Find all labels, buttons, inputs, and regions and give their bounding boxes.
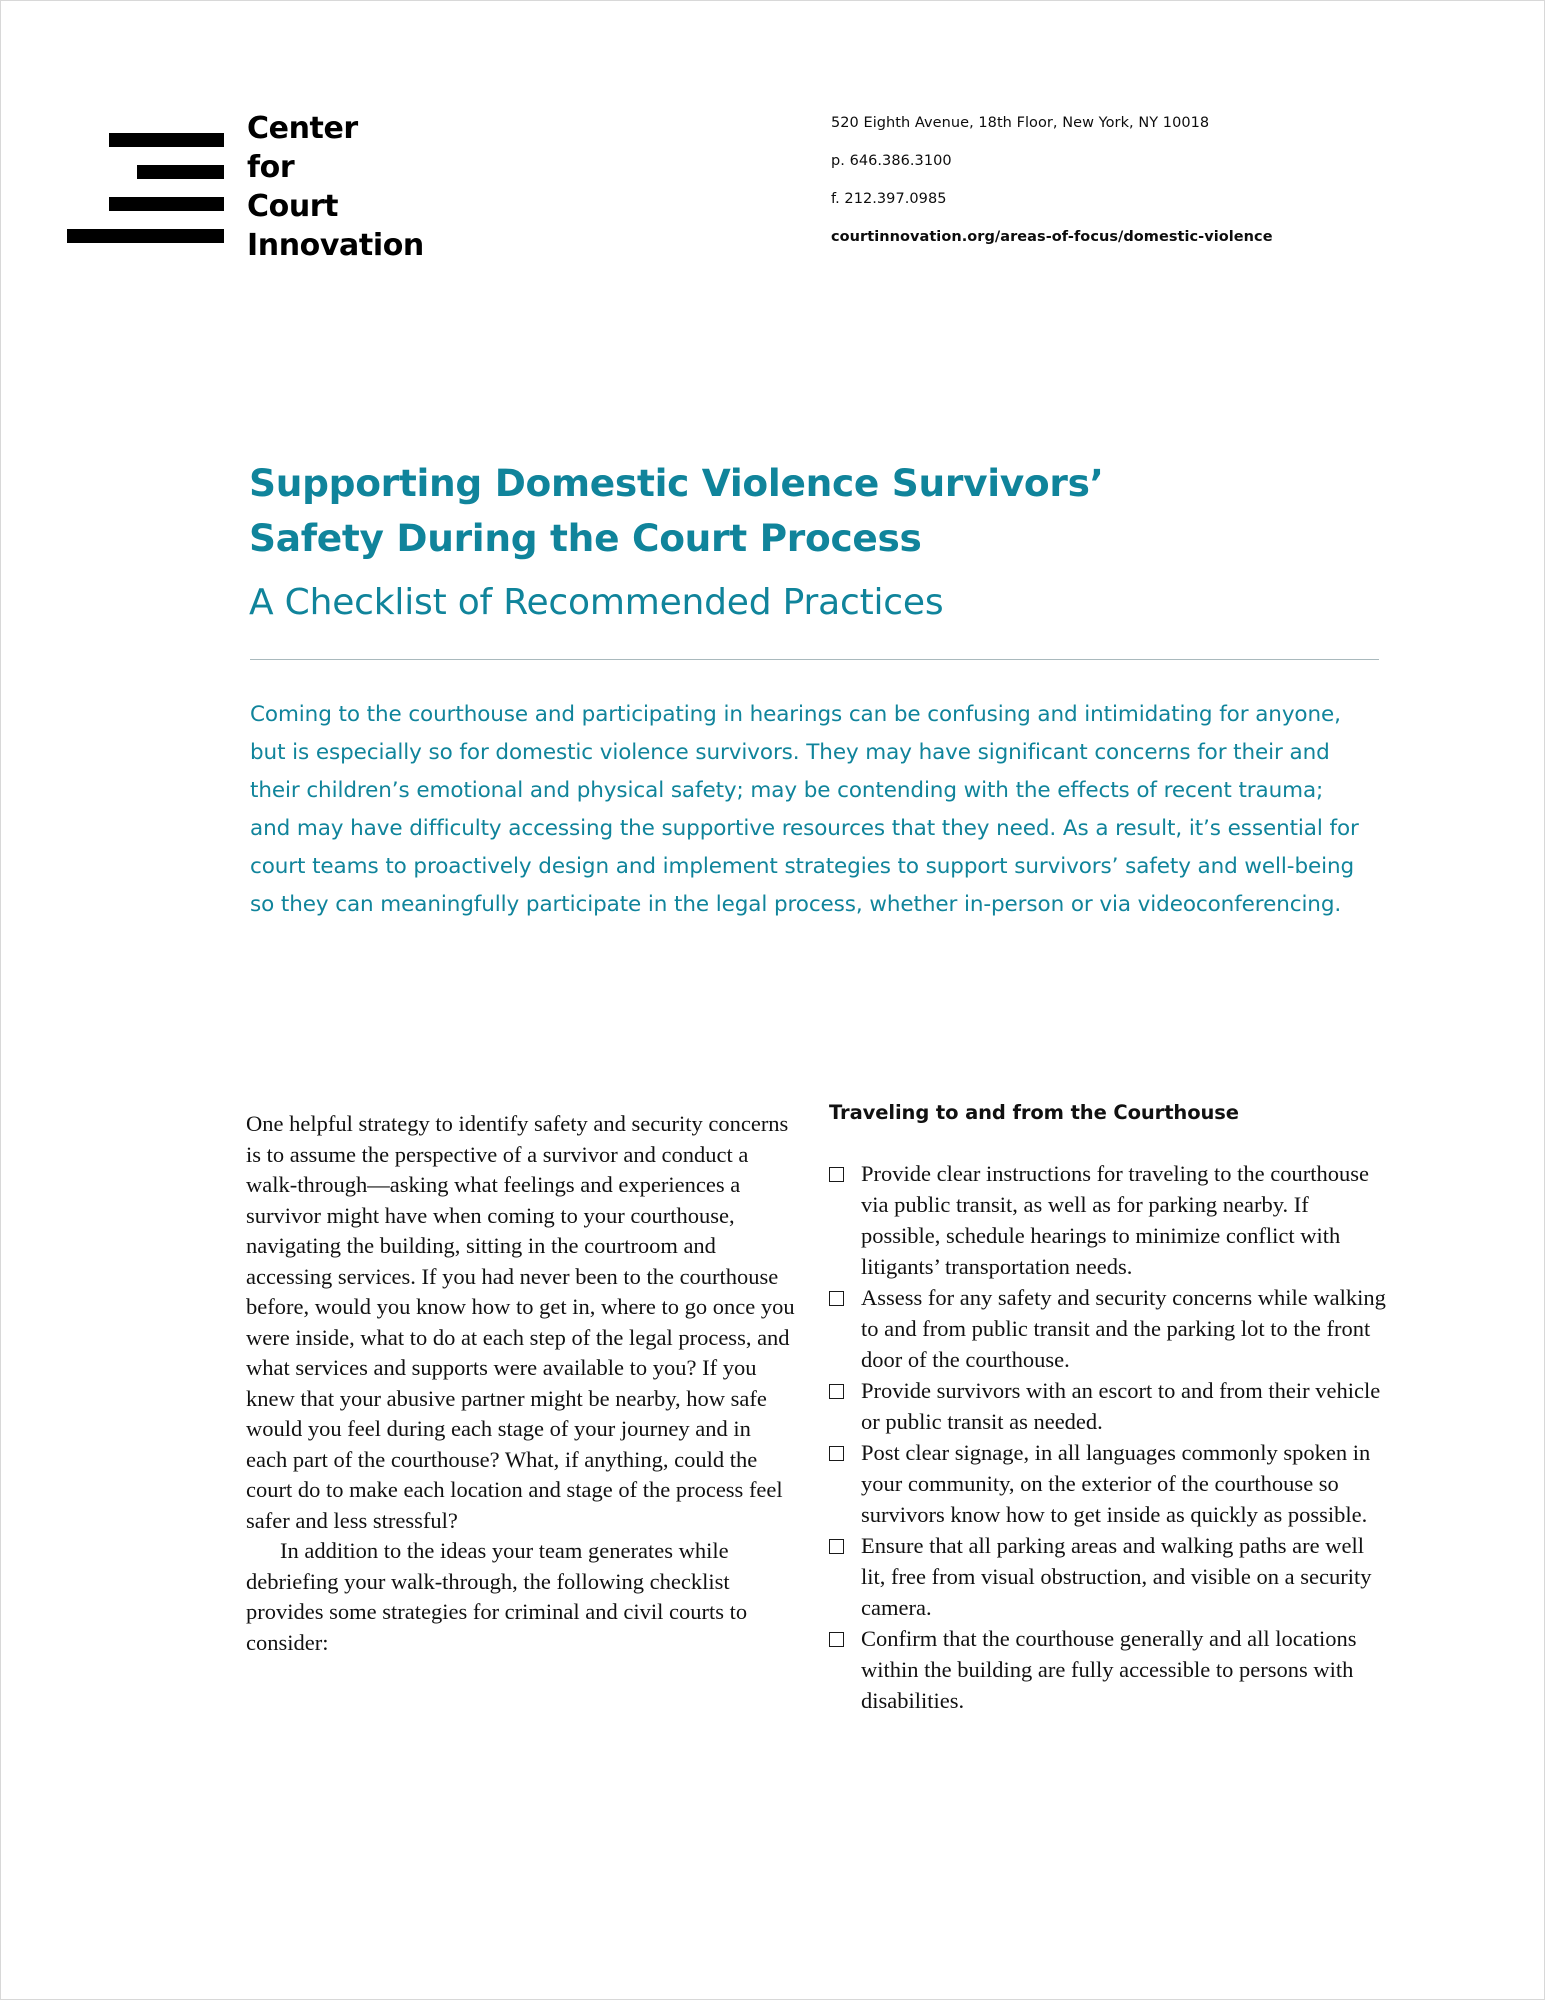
list-item-label: Assess for any safety and security concerns while walking to and from public transit and the parking lot to the front door of the courthouse.: [861, 1285, 1386, 1372]
logo-wordmark: [247, 109, 424, 265]
section-heading-traveling: Traveling to and from the Courthouse: [829, 1101, 1239, 1124]
logo-bar-3: [109, 197, 224, 211]
logo-bar-2: [137, 165, 224, 179]
list-item[interactable]: [829, 1437, 1389, 1530]
four-bars-logo-icon: [67, 119, 237, 254]
contact-phone: p. 646.386.3100: [831, 153, 952, 169]
logo-line-2: for: [247, 150, 295, 185]
checkbox-icon[interactable]: [829, 1632, 844, 1647]
contact-address: 520 Eighth Avenue, 18th Floor, New York, NY 10018: [831, 115, 1210, 131]
checkbox-icon[interactable]: [829, 1384, 844, 1399]
contact-website[interactable]: courtinnovation.org/areas-of-focus/domestic-violence: [831, 229, 1273, 245]
logo-line-1: Center: [247, 111, 358, 146]
list-item[interactable]: [829, 1623, 1389, 1716]
title-line-2: Safety During the Court Process: [249, 516, 922, 560]
page-subtitle: A Checklist of Recommended Practices: [249, 582, 944, 623]
organization-logo: [67, 109, 447, 263]
list-item[interactable]: [829, 1375, 1389, 1437]
left-column: [246, 1109, 796, 1658]
list-item[interactable]: [829, 1282, 1389, 1375]
document-header: [1, 101, 1544, 271]
checkbox-icon[interactable]: [829, 1291, 844, 1306]
page-title: [249, 456, 1379, 629]
checklist: [829, 1158, 1389, 1716]
checkbox-icon[interactable]: [829, 1539, 844, 1554]
contact-block: [831, 115, 1273, 245]
logo-bar-4: [67, 229, 224, 243]
title-line-1: Supporting Domestic Violence Survivors’: [249, 461, 1104, 505]
left-paragraph-2: In addition to the ideas your team generates while debriefing your walk-through, the following checklist provides some strategies for criminal and civil courts to consider:: [246, 1538, 748, 1655]
right-column: [829, 1101, 1389, 1716]
contact-fax: f. 212.397.0985: [831, 191, 947, 207]
logo-bar-1: [109, 133, 224, 147]
logo-line-3: Court: [247, 189, 339, 224]
list-item[interactable]: [829, 1158, 1389, 1282]
checkbox-icon[interactable]: [829, 1167, 844, 1182]
list-item-label: Provide clear instructions for traveling to the courthouse via public transit, as well as for parking nearby. If possible, schedule hearings to minimize conflict with litigants’ transportation needs.: [861, 1161, 1369, 1279]
list-item-label: Provide survivors with an escort to and from their vehicle or public transit as needed.: [861, 1378, 1381, 1434]
logo-line-4: Innovation: [247, 228, 424, 263]
left-paragraph-1: One helpful strategy to identify safety and security concerns is to assume the perspective of a survivor and conduct a walk-through—asking what feelings and experiences a survivor might have when coming to your courthouse, navigating the building, sitting in the courtroom and accessing services. If you had never been to the courthouse before, would you know how to get in, where to go once you were inside, what to do at each step of the legal process, and what services and supports were available to you? If you knew that your abusive partner might be nearby, how safe would you feel during each stage of your journey and in each part of the courthouse? What, if anything, could the court do to make each location and stage of the process feel safer and less stressful?: [246, 1111, 795, 1533]
list-item[interactable]: [829, 1530, 1389, 1623]
intro-paragraph: Coming to the courthouse and participating in hearings can be confusing and intimidating for anyone, but is especially so for domestic violence survivors. They may have significant concerns for their and their children’s emotional and physical safety; may be contending with the effects of recent trauma; and may have difficulty accessing the supportive resources that they need. As a result, it’s essential for court teams to proactively design and implement strategies to support survivors’ safety and well-being so they can meaningfully participate in the legal process, whether in-person or via videoconferencing.: [250, 702, 1359, 917]
list-item-label: Ensure that all parking areas and walking paths are well lit, free from visual obstruction, and visible on a security camera.: [861, 1533, 1372, 1620]
checkbox-icon[interactable]: [829, 1446, 844, 1461]
list-item-label: Post clear signage, in all languages commonly spoken in your community, on the exterior of the courthouse so survivors know how to get inside as quickly as possible.: [861, 1440, 1371, 1527]
title-divider: [250, 659, 1379, 660]
list-item-label: Confirm that the courthouse generally and all locations within the building are fully accessible to persons with disabilities.: [861, 1626, 1357, 1713]
